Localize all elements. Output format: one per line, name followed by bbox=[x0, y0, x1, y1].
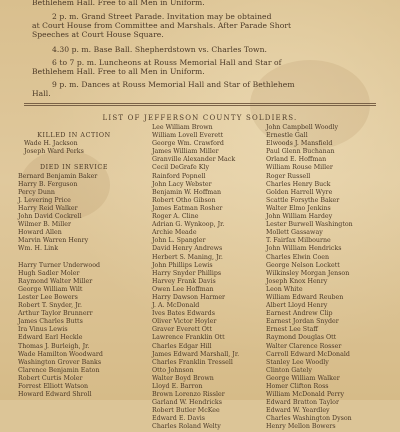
soldier-name: Walter Elmo Jenkins bbox=[266, 204, 331, 212]
soldier-name: George Nelson Lockett bbox=[266, 261, 340, 269]
soldier-name: Marvin Warren Henry bbox=[18, 237, 89, 245]
soldier-name: Clinton Gately bbox=[266, 366, 312, 374]
soldier-name: Charles Franklin Tressell bbox=[152, 358, 233, 366]
soldier-name: Earnest Andrew Clip bbox=[266, 310, 333, 318]
schedule-line: Speeches at Court House Square. bbox=[32, 30, 164, 39]
soldier-name: Golden Harrell Wyre bbox=[266, 188, 333, 196]
soldier-name: George Wm. Crawford bbox=[152, 140, 224, 148]
soldier-name: Thomas J. Burleigh, Jr. bbox=[18, 342, 90, 350]
soldier-name: John William Hendricks bbox=[266, 245, 342, 253]
soldier-name: William Edward Reuben bbox=[266, 293, 344, 301]
soldier-name: John David Cockrell bbox=[18, 213, 82, 221]
soldier-name: J. A. McDonald bbox=[152, 302, 200, 310]
soldier-name: Forrest Elliott Watson bbox=[18, 383, 89, 390]
soldier-name: Lloyd E. Barron bbox=[152, 383, 203, 390]
soldier-name: Owen Lee Hoffman bbox=[152, 285, 214, 293]
soldier-name: Harry Reid Walker bbox=[18, 204, 78, 212]
soldier-name: Orland E. Hoffman bbox=[266, 156, 327, 164]
soldier-name: Raymond Walter Miller bbox=[18, 277, 93, 285]
soldier-name: Edward Bratton Taylor bbox=[266, 399, 339, 407]
soldier-name: Harry Turner Underwood bbox=[18, 261, 101, 269]
soldier-name: David Henry Andrews bbox=[152, 245, 223, 253]
divider-rule bbox=[24, 105, 376, 106]
schedule-line: 6 to 7 p. m. Luncheons at Rouss Memorial Hall and Star of bbox=[52, 58, 282, 67]
soldier-name: Roger Russell bbox=[266, 172, 311, 180]
schedule-line: 2 p. m. Grand Street Parade. Invitation may be obtained bbox=[52, 12, 272, 21]
soldier-name: Bernard Benjamin Baker bbox=[18, 172, 98, 180]
soldier-name: Howard Allen bbox=[18, 229, 62, 237]
soldier-name: Earnest Jordan Snyder bbox=[266, 318, 339, 326]
soldier-name: Ira Vinus Lewis bbox=[18, 326, 68, 334]
soldier-name: Robert Butler McKee bbox=[152, 407, 220, 415]
soldier-name: Wilmer B. Miller bbox=[18, 221, 71, 229]
soldier-name: Joseph Ward Perks bbox=[24, 148, 84, 156]
soldier-name: Walter Clarence Rosser bbox=[266, 342, 342, 350]
soldier-name: William McDonald Perry bbox=[266, 391, 345, 399]
soldier-name: Otto Johnson bbox=[152, 366, 194, 374]
soldier-name: Edward Earl Heckle bbox=[18, 334, 83, 342]
soldier-name: Wade Hamilton Woodward bbox=[18, 350, 103, 358]
names-list bbox=[18, 262, 130, 400]
soldier-name: Graver Everett Ott bbox=[152, 326, 212, 334]
soldier-name: William Rouse Miller bbox=[266, 164, 333, 172]
soldier-name: Raymond Douglas Ott bbox=[266, 334, 337, 342]
soldier-name: Ives Bates Edwards bbox=[152, 310, 215, 318]
soldier-name: Lester Lee Bowers bbox=[18, 293, 78, 301]
soldier-name: Carroll Edward McDonald bbox=[266, 350, 350, 358]
soldier-name: Charles Washington Dyson bbox=[266, 415, 352, 423]
soldier-name: Walter Boyd Brown bbox=[152, 374, 214, 382]
soldier-name: Clarence Benjamin Eaton bbox=[18, 366, 100, 374]
soldier-name: Charles Roland Welty bbox=[152, 423, 221, 431]
soldier-name: Harry B. Ferguson bbox=[18, 180, 78, 188]
divider-rule bbox=[24, 103, 376, 104]
soldier-name: Ernestle Gall bbox=[266, 132, 308, 140]
soldier-name: Joseph Knox Henry bbox=[266, 277, 328, 285]
soldier-name: William Lovell Everett bbox=[152, 132, 224, 140]
soldier-name: Rainford Popnell bbox=[152, 172, 206, 180]
soldier-name: Garland W. Hendricks bbox=[152, 399, 222, 407]
soldier-name: Robert Otho Gibson bbox=[152, 196, 216, 204]
killed-list bbox=[18, 140, 130, 156]
soldier-name: Henry Mellon Bowers bbox=[266, 423, 336, 431]
soldier-name: Lee William Brown bbox=[152, 124, 213, 131]
soldier-name: Washington Grover Banks bbox=[18, 358, 102, 366]
soldier-name: Granville Alexander Mack bbox=[152, 156, 236, 164]
soldier-name: Arthur Taylor Brunnerr bbox=[18, 310, 93, 318]
soldier-column-2 bbox=[152, 124, 264, 432]
schedule-line: Bethlehem Hall. Free to all Men in Uniform. bbox=[32, 67, 205, 76]
soldier-name: Percy Dunn bbox=[18, 188, 55, 196]
soldier-name: John William Hardey bbox=[266, 213, 333, 221]
soldier-name: Adrian G. Wynkoop, Jr. bbox=[152, 221, 225, 229]
soldier-name: James Charles Butts bbox=[18, 318, 83, 326]
soldier-name: James Eatman Rosher bbox=[152, 204, 223, 212]
soldier-name: Oliver Victor Hoyler bbox=[152, 318, 217, 326]
soldier-name: Hugh Sadler Moler bbox=[18, 269, 80, 277]
soldier-name: Paul Glenn Buchanan bbox=[266, 148, 335, 156]
soldier-name: John L. Spangler bbox=[152, 237, 206, 245]
soldier-name: Leon White bbox=[266, 285, 303, 293]
soldier-name: Archie Meade bbox=[152, 229, 197, 237]
soldier-name: Lawrence Franklin Ott bbox=[152, 334, 225, 342]
died-list bbox=[18, 173, 130, 254]
soldier-name: Wm. H. Link bbox=[18, 245, 59, 253]
soldier-name: Robert Curtis Moler bbox=[18, 374, 83, 382]
list-title: LIST OF JEFFERSON COUNTY SOLDIERS. bbox=[102, 114, 298, 122]
soldier-name: Brown Lorenzo Rissler bbox=[152, 391, 225, 399]
soldier-name: Charles Henry Buck bbox=[266, 180, 331, 188]
soldier-name: Benjamin W. Hoffman bbox=[152, 188, 222, 196]
schedule-line: Hall. bbox=[32, 89, 51, 98]
soldier-name: Harry Dawson Harmer bbox=[152, 293, 226, 301]
soldier-name: Roger A. Cline bbox=[152, 213, 199, 221]
soldier-name: Charles Elwin Coen bbox=[266, 253, 330, 261]
soldier-name: John Lacy Webster bbox=[152, 180, 212, 188]
soldier-name: Cecil DeGrafe Kly bbox=[152, 164, 210, 172]
soldier-name: George William Wilt bbox=[18, 285, 83, 293]
soldier-name: Herbert S. Maning, Jr. bbox=[152, 253, 223, 261]
soldier-column-3 bbox=[266, 124, 384, 432]
soldier-name: Wilkinsley Morgan Jenson bbox=[266, 269, 350, 277]
died-heading: DIED IN SERVICE bbox=[39, 164, 109, 172]
soldier-name: Mollett Gassaway bbox=[266, 229, 323, 237]
soldier-name: Albert Lloyd Henry bbox=[266, 302, 328, 310]
soldier-name: Ernest Lee Staff bbox=[266, 326, 318, 334]
soldier-name: James William Miller bbox=[152, 148, 219, 156]
soldier-name: Elwoods J. Mansfield bbox=[266, 140, 333, 148]
soldier-name: George William Walker bbox=[266, 374, 340, 382]
soldier-name: Edward E. Davis bbox=[152, 415, 206, 423]
soldier-name: Charles Edgar Hill bbox=[152, 342, 212, 350]
soldier-name: James Edward Marshall, Jr. bbox=[152, 350, 240, 358]
schedule-line: at Court House from Committee and Marshals. After Parade Short bbox=[32, 21, 292, 30]
killed-heading: KILLED IN ACTION bbox=[37, 132, 111, 140]
soldier-name: Harvey Frank Davis bbox=[152, 277, 216, 285]
soldier-name: John Phillips Lewis bbox=[152, 261, 213, 269]
schedule-line: 9 p. m. Dances at Rouss Memorial Hall and Star of Bethlehem bbox=[52, 80, 295, 89]
soldier-name: Lester Burwell Washington bbox=[266, 221, 353, 229]
soldier-name: John Campbell Woodly bbox=[266, 124, 339, 131]
schedule-line: 4.30 p. m. Base Ball. Shepherdstown vs. Charles Town. bbox=[52, 45, 267, 54]
soldier-name: Wade H. Jackson bbox=[24, 140, 78, 148]
soldier-column-1 bbox=[18, 124, 130, 399]
soldier-name: Edward W. Yeardley bbox=[266, 407, 330, 415]
soldier-name: J. Levering Price bbox=[18, 196, 71, 204]
soldier-name: Homer Clifton Ross bbox=[266, 383, 329, 390]
soldier-name: Stanley Lee Woodly bbox=[266, 358, 329, 366]
soldier-name: Howard Edward Shroll bbox=[18, 391, 92, 399]
soldier-name: Scattle Forsythe Baker bbox=[266, 196, 340, 204]
soldier-name: Harry Snyder Phillips bbox=[152, 269, 222, 277]
soldier-name: Robert T. Snyder, Jr. bbox=[18, 302, 82, 310]
soldier-name: T. Fairfax Milbourne bbox=[266, 237, 331, 245]
schedule-line: Bethlehem Hall. Free to all Men in Uniform. bbox=[32, 0, 205, 7]
